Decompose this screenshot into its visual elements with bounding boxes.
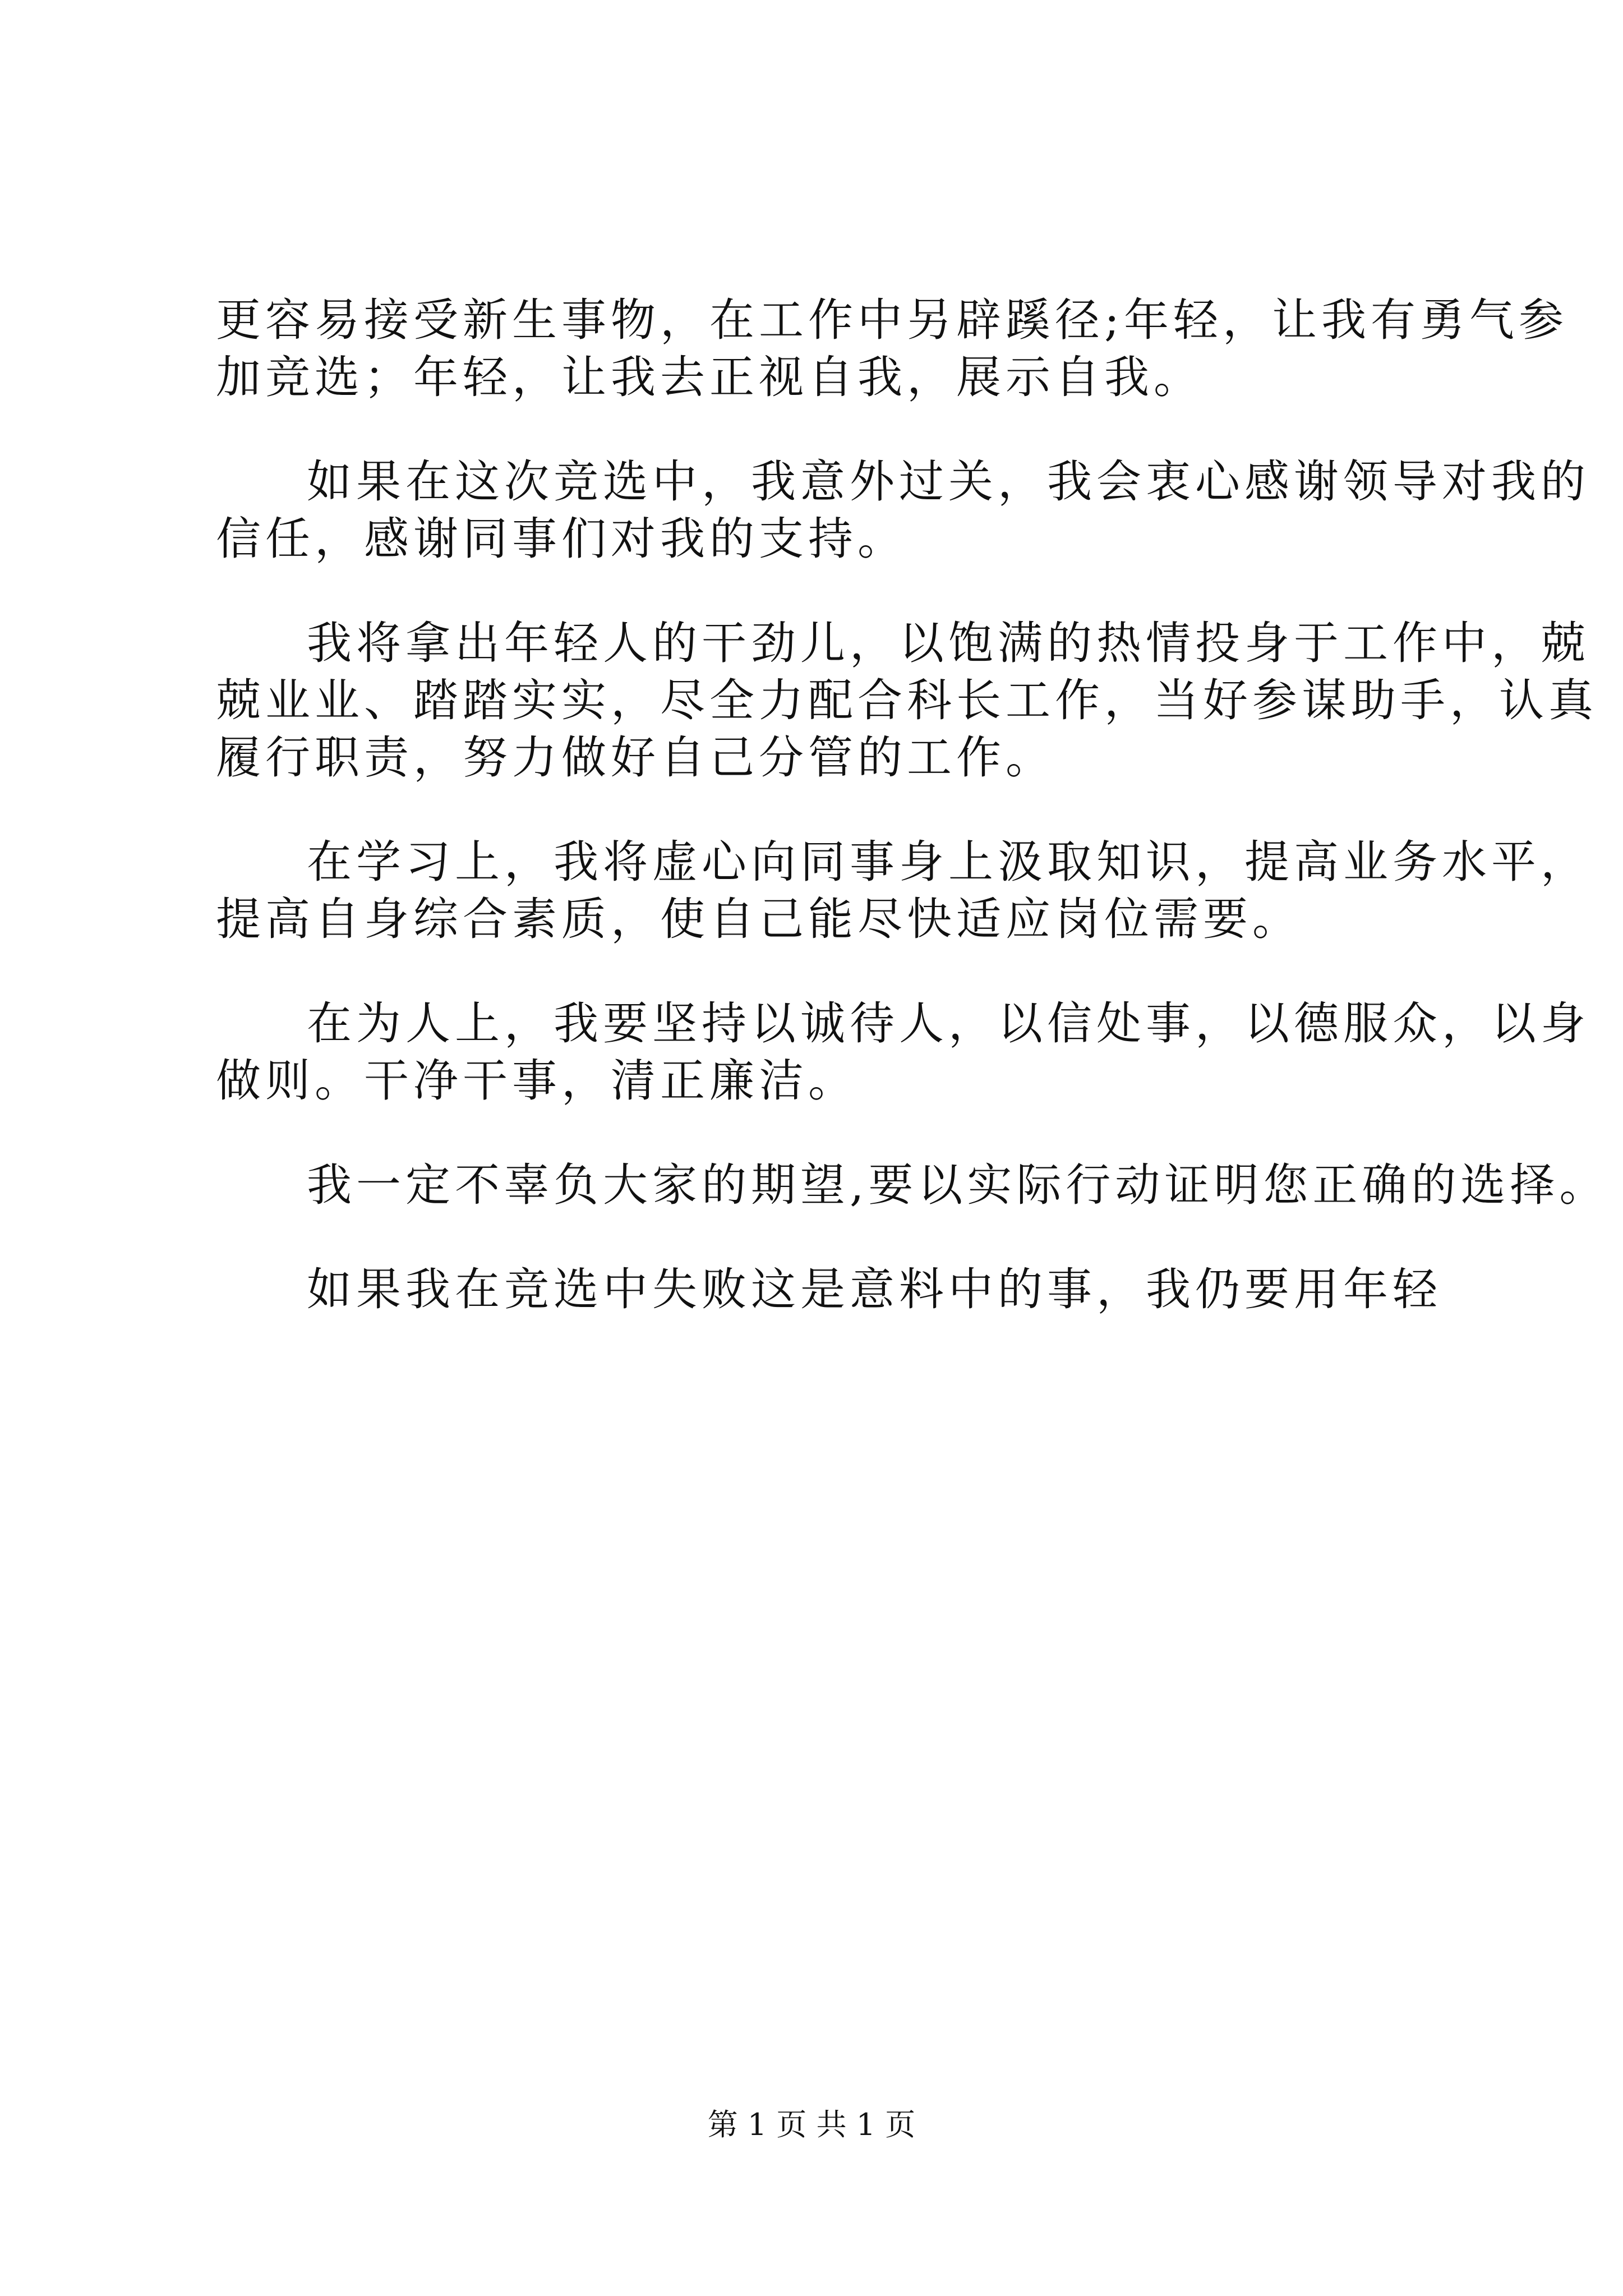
paragraph-first-line: 如果在这次竞选中，我意外过关，我会衷心感谢领导对我的 <box>307 455 1590 508</box>
text-line: 提高自身综合素质，使自己能尽快适应岗位需要。 <box>216 893 1302 945</box>
paragraph-first-line: 如果我在竞选中失败这是意料中的事，我仍要用年轻 <box>307 1263 1442 1315</box>
page-number-footer: 第 1 页 共 1 页 <box>707 2107 916 2142</box>
paragraph-first-line: 在学习上，我将虚心向同事身上汲取知识，提高业务水平， <box>307 836 1590 888</box>
paragraph-first-line: 在为人上，我要坚持以诚待人，以信处事，以德服众，以身 <box>307 997 1590 1050</box>
paragraph-first-line: 我一定不辜负大家的期望,要以实际行动证明您正确的选择。 <box>307 1159 1609 1211</box>
text-line: 履行职责，努力做好自己分管的工作。 <box>216 731 1055 784</box>
text-line: 做则。干净干事，清正廉洁。 <box>216 1055 857 1107</box>
text-line: 加竞选；年轻，让我去正视自我，展示自我。 <box>216 351 1203 403</box>
document-body <box>216 292 1609 1318</box>
text-line: 更容易接受新生事物，在工作中另辟蹊径;年轻，让我有勇气参 <box>216 294 1568 346</box>
paragraph-first-line: 我将拿出年轻人的干劲儿，以饱满的热情投身于工作中，兢 <box>307 617 1590 669</box>
text-line: 信任，感谢同事们对我的支持。 <box>216 513 907 565</box>
text-line: 兢业业、踏踏实实，尽全力配合科长工作，当好参谋助手，认真 <box>216 674 1598 726</box>
